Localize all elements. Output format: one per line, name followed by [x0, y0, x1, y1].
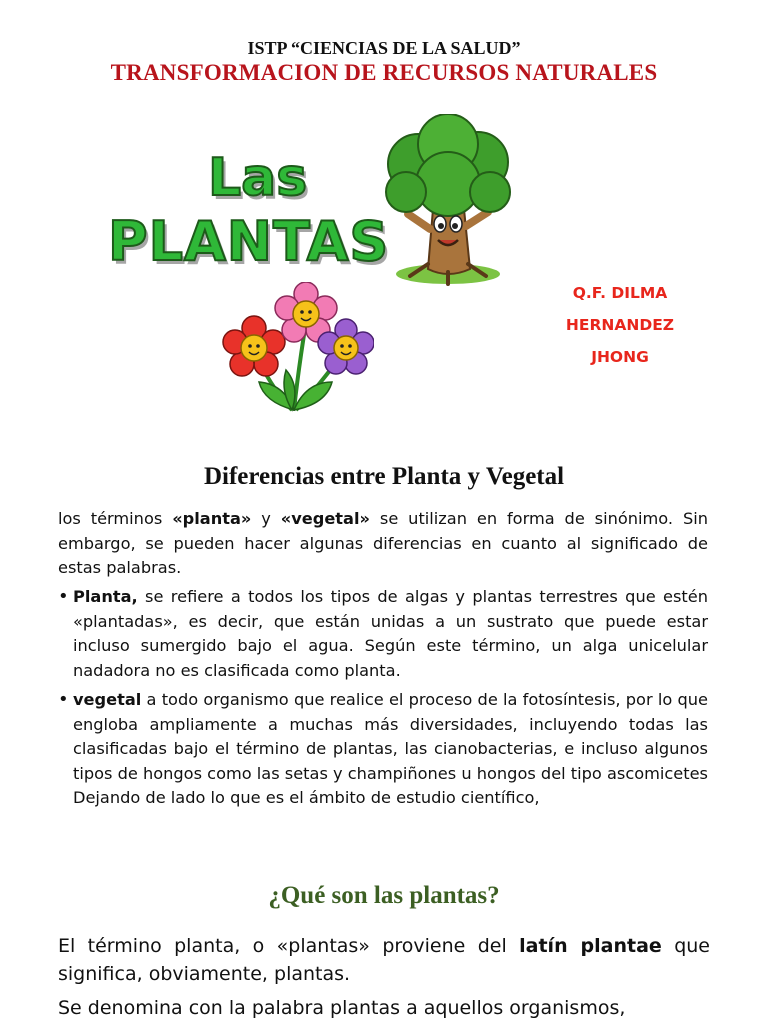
list-item-text	[73, 585, 708, 683]
author-line-3: JHONG	[591, 348, 649, 366]
list-item-body: a todo organismo que realice el proceso de la fotosíntesis, por lo que engloba ampliamente a muchas más diversidades, incluyendo todas las clasificadas bajo el término de plantas, las cianobacterias, e incluso algunos tipos de hongos como las setas y champiñones u hongos del tipo ascomicetes Dejando de lado lo que es el ámbito de estudio científico,	[73, 690, 708, 807]
section1-intro	[58, 507, 708, 581]
intro-text-e: se utilizan en forma de sinónimo. Sin embargo, se pueden hacer algunas diferencias en cuanto al significado de estas palabras.	[58, 509, 709, 577]
cartoon-tree-icon	[378, 114, 518, 289]
bullet-icon: •	[58, 689, 69, 710]
institution-name: ISTP “CIENCIAS DE LA SALUD”	[247, 38, 521, 58]
section2-heading: ¿Qué son las plantas?	[268, 882, 500, 909]
p1-text-a: El término planta, o «plantas» proviene del	[58, 935, 520, 957]
author-line-2: HERNANDEZ	[565, 316, 675, 334]
intro-term-vegetal: «vegetal»	[280, 509, 370, 528]
p1-text-c: que significa, obviamente, plantas.	[58, 935, 710, 985]
intro-text-a: los términos	[58, 509, 173, 528]
list-item-text	[73, 688, 708, 811]
list-item-body: se refiere a todos los tipos de algas y plantas terrestres que estén «plantadas», es decir, que están unidas a un sustrato que puede estar incluso sumergido bajo el agua. Según este término, un alga unicelular nadadora no es clasificada como planta.	[73, 587, 708, 680]
hero-title-line1: Las	[208, 148, 308, 208]
section1-heading: Diferencias entre Planta y Vegetal	[203, 463, 565, 490]
hero-title-line2: PLANTAS	[108, 210, 390, 273]
section2-paragraph-2: Se denomina con la palabra plantas a aquellos organismos,	[58, 997, 626, 1019]
author-line-1: Q.F. DILMA	[572, 284, 668, 302]
intro-term-planta: «planta»	[172, 509, 252, 528]
cartoon-flowers-icon	[214, 282, 374, 414]
p1-term-latin: latín plantae	[519, 935, 662, 957]
section2-paragraph-1	[58, 932, 710, 988]
list-item-term: Planta,	[73, 587, 138, 606]
list-item-term: vegetal	[73, 690, 142, 709]
course-title: TRANSFORMACION DE RECURSOS NATURALES	[110, 60, 658, 85]
bullet-icon: •	[58, 586, 69, 607]
intro-text-c: y	[251, 509, 281, 528]
